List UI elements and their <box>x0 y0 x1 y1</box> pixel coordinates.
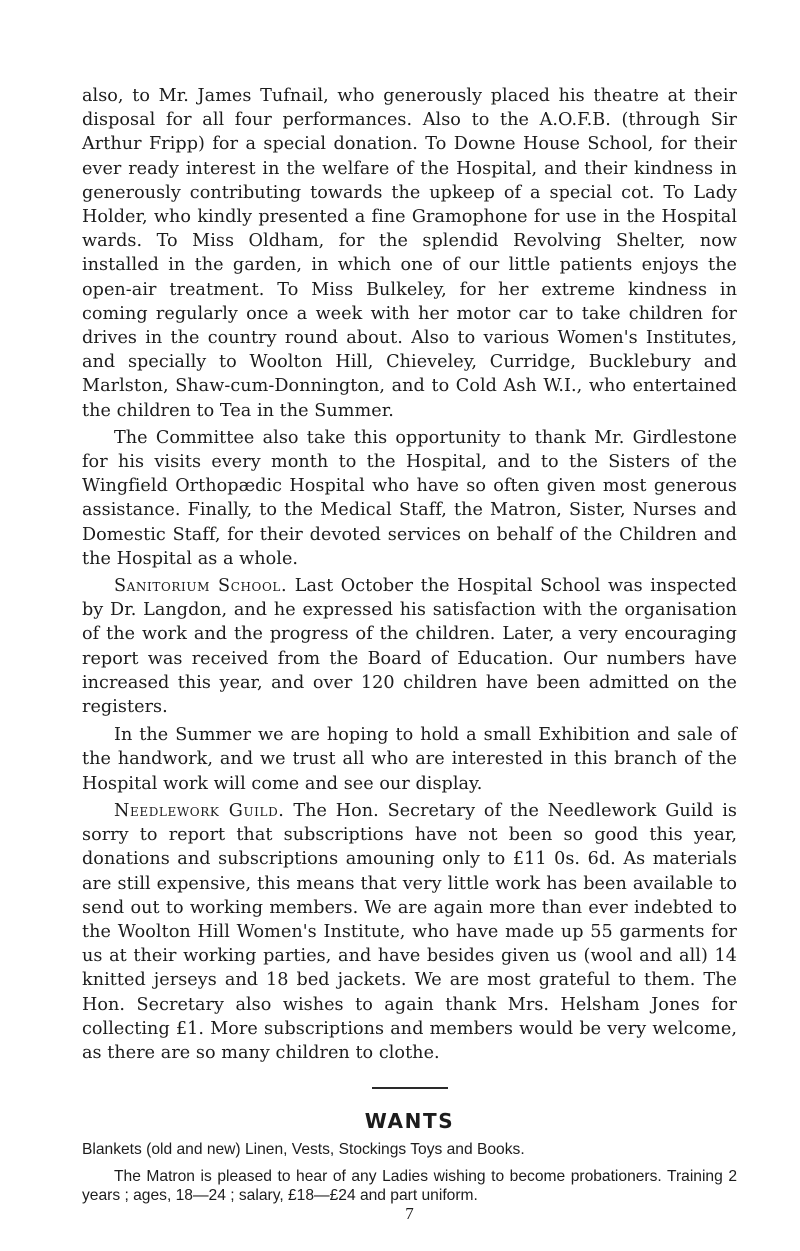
needlework-guild-text: The Hon. Secretary of the Needlework Guild is sorry to report that subscriptions have not been so good this year, donations and subscriptions amouning only to £11 0s. 6d. As materials are still expensive, this means that very little work has been available to send out to working members. We are again more than ever indebted to the Woolton Hill Women's Institute, who have made up 55 garments for us at their working parties, and have besides given us (wool and all) 14 knitted jerseys and 18 bed jackets. We are most grateful to them. The Hon. Secretary also wishes to again thank Mrs. Helsham Jones for collecting £1. More subscriptions and members would be very welcome, as there are so many children to clothe. <box>82 800 737 1063</box>
paragraph-sanitorium-school <box>82 574 737 719</box>
wants-items: Blankets (old and new) Linen, Vests, Stockings Toys and Books. <box>82 1141 525 1159</box>
paragraph-acknowledgements: also, to Mr. James Tufnail, who generously placed his theatre at their disposal for all four performances. Also to the A.O.F.B. (through Sir Arthur Fripp) for a special donation. To Downe House School, for their ever ready interest in the welfare of the Hospital, and their kindness in generously contributing towards the upkeep of a special cot. To Lady Holder, who kindly presented a fine Gramophone for use in the Hospital wards. To Miss Oldham, for the splendid Revolving Shelter, now installed in the garden, in which one of our little patients enjoys the open-air treatment. To Miss Bulkeley, for her extreme kindness in coming regularly once a week with her motor car to take children for drives in the country round about. Also to various Women's Institutes, and specially to Woolton Hill, Chieveley, Curridge, Bucklebury and Marlston, Shaw-cum-Donnington, and to Cold Ash W.I., who entertained the children to Tea in the Summer. <box>82 86 737 421</box>
section-heading-needlework-guild: Needlework Guild. <box>114 800 285 821</box>
paragraph-committee-thanks: The Committee also take this opportunity to thank Mr. Girdlestone for his visits every month to the Hospital, and to the Sisters of the Wingfield Orthopædic Hospital who have so often given most generous assistance. Finally, to the Medical Staff, the Matron, Sister, Nurses and Domestic Staff, for their devoted services on behalf of the Children and the Hospital as a whole. <box>82 427 737 569</box>
document-page <box>82 84 737 1223</box>
matron-notice: The Matron is pleased to hear of any Ladies wishing to become probationers. Training 2 years ; ages, 18—24 ; salary, £18—£24 and part uniform. <box>82 1168 737 1205</box>
paragraph-exhibition: In the Summer we are hoping to hold a small Exhibition and sale of the handwork, and we trust all who are interested in this branch of the Hospital work will come and see our display. <box>82 725 737 794</box>
page-number: 7 <box>405 1204 414 1224</box>
wants-heading: WANTS <box>364 1109 455 1134</box>
section-heading-sanitorium-school: Sanitorium School. <box>114 576 288 597</box>
sanitorium-school-text: Last October the Hospital School was inspected by Dr. Langdon, and he expressed his satisfaction with the organisation of the work and the progress of the children. Later, a very encouraging report was received from the Board of Education. Our numbers have increased this year, and over 120 children have been admitted on the registers. <box>82 576 737 718</box>
divider-rule <box>372 1087 448 1089</box>
paragraph-needlework-guild <box>82 799 737 1065</box>
